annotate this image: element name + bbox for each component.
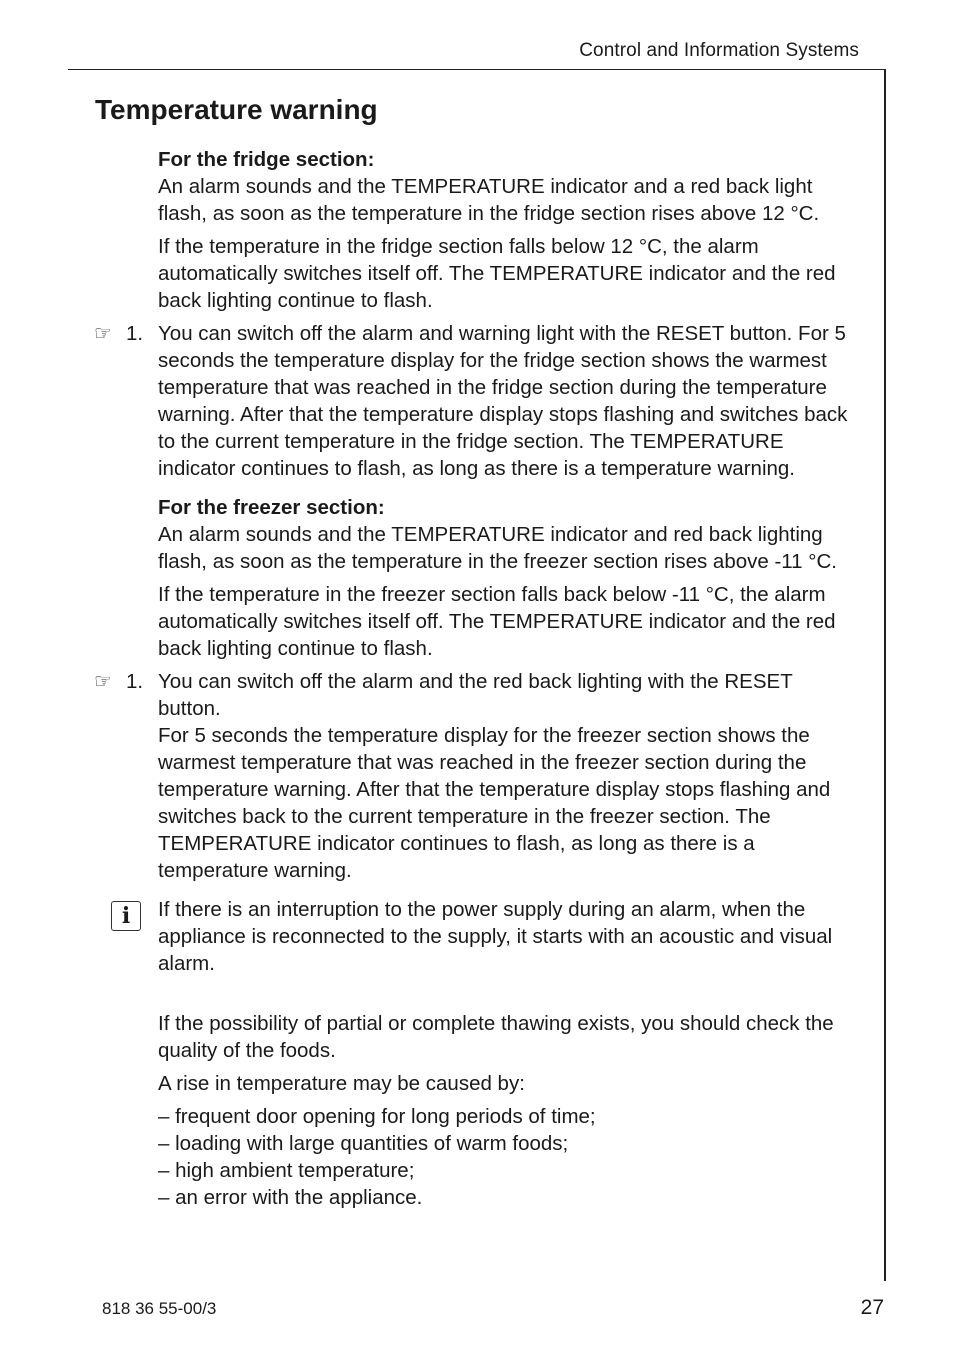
- step-marker: [94, 668, 156, 696]
- fridge-heading: For the fridge section:: [158, 148, 375, 171]
- header-rule: [68, 69, 886, 70]
- list-item: – an error with the appliance.: [158, 1186, 423, 1209]
- info-icon: i: [111, 901, 141, 931]
- list-item: – high ambient temperature;: [158, 1159, 415, 1182]
- freezer-step: [94, 668, 858, 884]
- step-number: 1.: [126, 322, 144, 345]
- pointing-hand-icon: ☞: [94, 323, 112, 345]
- info-note-text: If there is an interruption to the power supply during an alarm, when the appliance is reconnected to the supply, it starts with an acoustic and visual alarm.: [158, 898, 833, 975]
- thawing-note: If the possibility of partial or complete thawing exists, you should check the quality of the foods.: [158, 1012, 834, 1062]
- list-item: – frequent door opening for long periods of time;: [158, 1105, 596, 1128]
- fridge-paragraph-1: An alarm sounds and the TEMPERATURE indicator and a red back light flash, as soon as the temperature in the fridge section rises above 12 °C.: [158, 175, 820, 225]
- freezer-heading: For the freezer section:: [158, 496, 385, 519]
- page-number: 27: [860, 1296, 884, 1319]
- fridge-paragraph-2: If the temperature in the fridge section falls below 12 °C, the alarm automatically switches itself off. The TEMPERATURE indicator and the red back lighting continue to flash.: [158, 235, 836, 312]
- document-code: 818 36 55-00/3: [102, 1299, 217, 1318]
- page-title: Temperature warning: [95, 94, 378, 125]
- freezer-paragraph-1: An alarm sounds and the TEMPERATURE indicator and red back lighting flash, as soon as the temperature in the freezer section rises above -11 °C.: [158, 523, 837, 573]
- running-header: Control and Information Systems: [579, 40, 859, 61]
- fridge-step: [94, 320, 858, 482]
- main-content: [94, 146, 858, 1211]
- side-rule: [884, 69, 886, 1281]
- step-marker: [94, 320, 156, 348]
- causes-list: [158, 1103, 858, 1211]
- freezer-step-text-1: You can switch off the alarm and the red back lighting with the RESET button.: [158, 670, 793, 720]
- step-number: 1.: [126, 670, 144, 693]
- causes-intro: A rise in temperature may be caused by:: [158, 1072, 525, 1095]
- list-item: – loading with large quantities of warm foods;: [158, 1132, 569, 1155]
- pointing-hand-icon: ☞: [94, 671, 112, 693]
- freezer-paragraph-2: If the temperature in the freezer section falls back below -11 °C, the alarm automatically switches itself off. The TEMPERATURE indicator and the red back lighting continue to flash.: [158, 583, 836, 660]
- freezer-step-text-2: For 5 seconds the temperature display for the freezer section shows the warmest temperature that was reached in the freezer section during the temperature warning. After that the temperature display stops flashing and switches back to the current temperature in the freezer section. The TEMPERATURE indicator continues to flash, as long as there is a temperature warning.: [158, 724, 831, 882]
- info-note: [121, 896, 858, 977]
- fridge-step-text: You can switch off the alarm and warning light with the RESET button. For 5 seconds the temperature display for the fridge section shows the warmest temperature that was reached in the fridge section during the temperature warning. After that the temperature display stops flashing and switches back to the current temperature in the fridge section. The TEMPERATURE indicator continues to flash, as long as there is a temperature warning.: [158, 322, 848, 480]
